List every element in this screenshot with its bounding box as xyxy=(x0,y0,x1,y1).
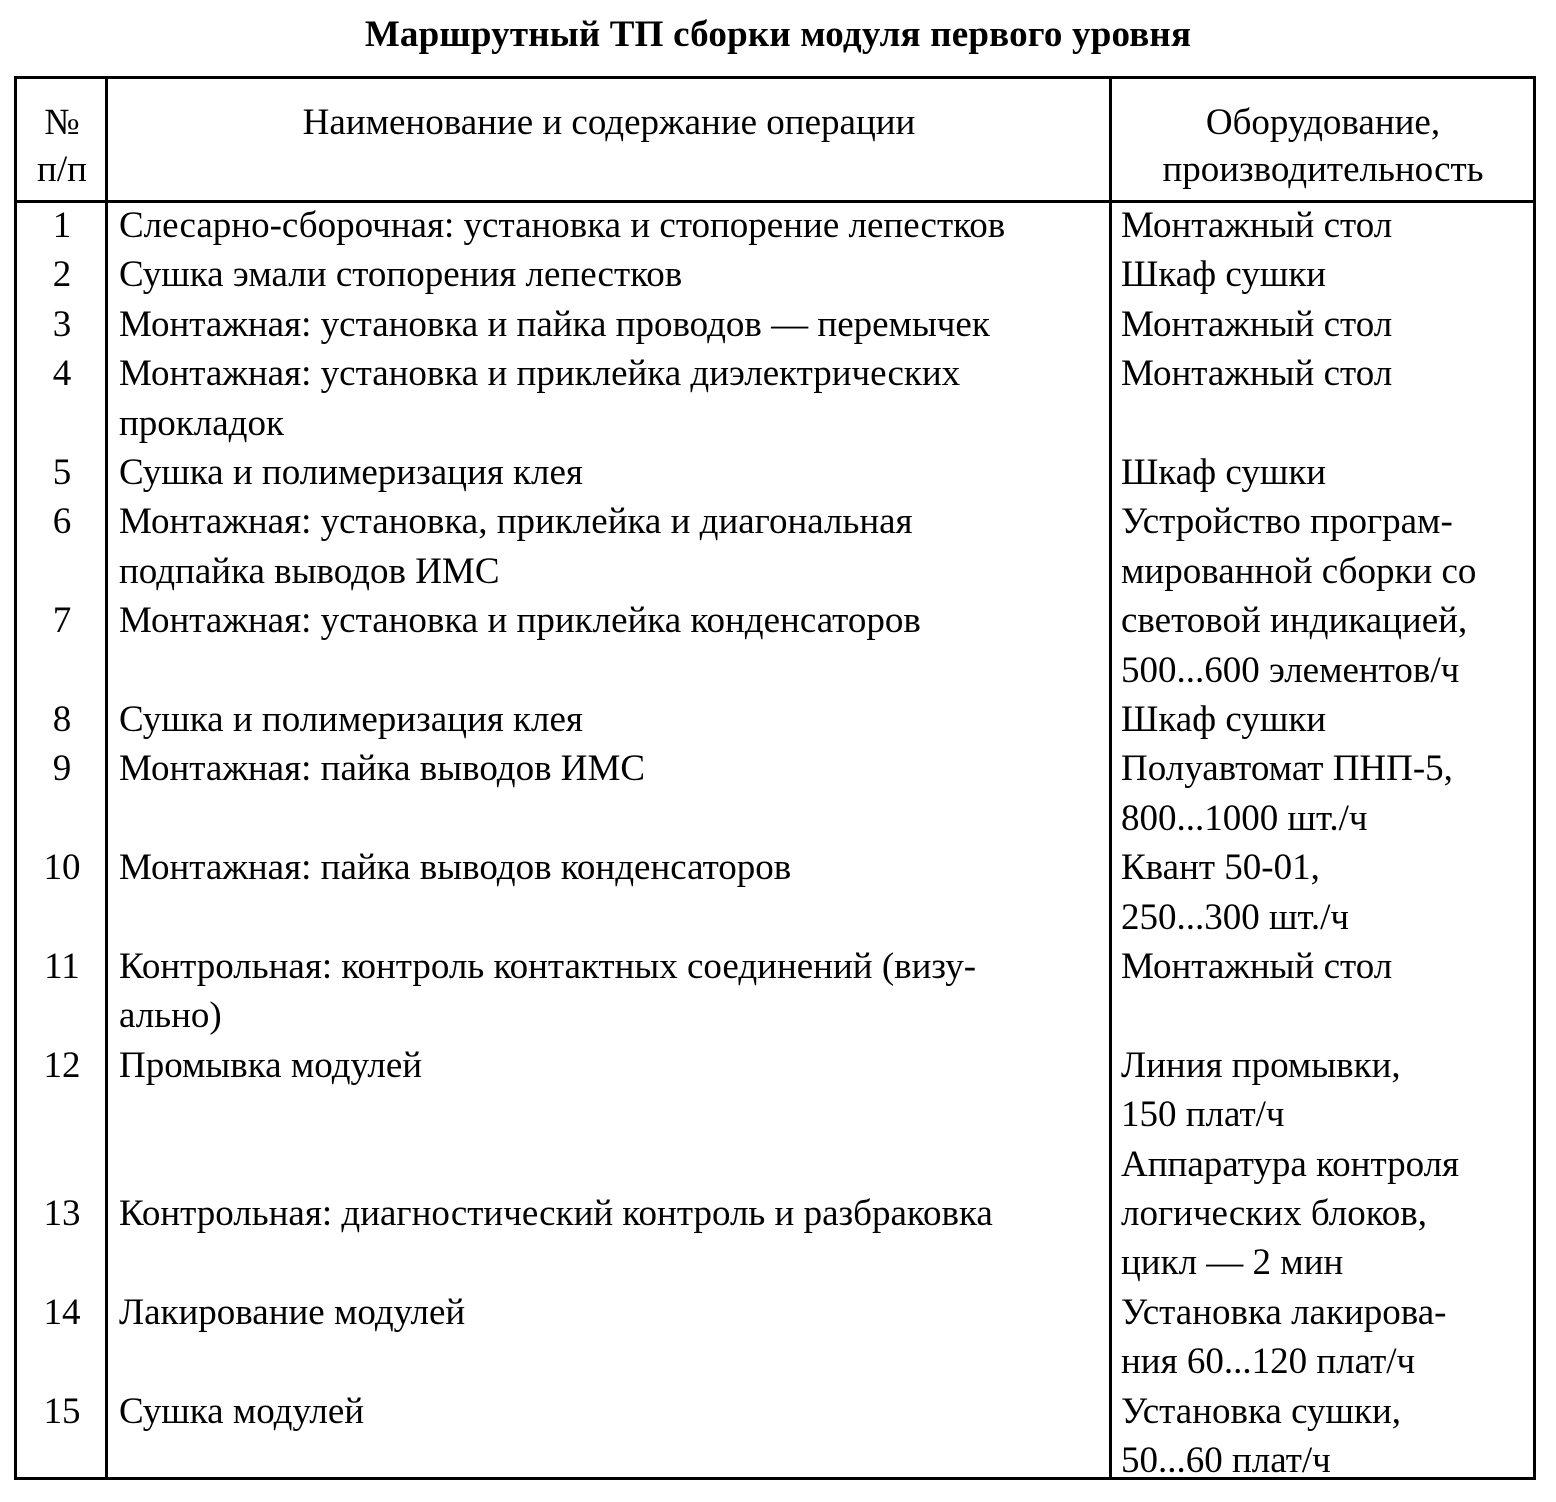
operation-text: Сушка и полимеризация клея xyxy=(119,452,583,493)
equipment-text: 50...60 плат/ч xyxy=(1121,1440,1331,1481)
equipment-text: ния 60...120 плат/ч xyxy=(1121,1341,1416,1383)
equipment-text: Установка лакирова- xyxy=(1121,1291,1447,1333)
row-number: 1 xyxy=(52,205,72,246)
row-number: 10 xyxy=(43,847,81,889)
equipment-text: 150 плат/ч xyxy=(1121,1094,1285,1136)
row-number: 8 xyxy=(52,699,72,740)
equipment-text: Шкаф сушки xyxy=(1121,452,1327,493)
equipment-text: Монтажный стол xyxy=(1121,303,1393,345)
operation-text: Лакирование модулей xyxy=(119,1291,466,1333)
row-number: 12 xyxy=(43,1044,81,1086)
operation-text: Монтажная: пайка выводов ИМС xyxy=(119,748,646,790)
equipment-text: Установка сушки, xyxy=(1121,1390,1402,1432)
equipment-text: Квант 50-01, xyxy=(1121,847,1320,889)
operation-text: ально) xyxy=(119,995,222,1037)
row-number: 3 xyxy=(52,303,72,345)
row-number: 15 xyxy=(43,1390,81,1432)
equipment-text: световой индикацией, xyxy=(1121,600,1468,642)
operation-text: Сушка модулей xyxy=(119,1390,365,1432)
equipment-text: Полуавтомат ПНП-5, xyxy=(1121,748,1453,790)
row-number: 9 xyxy=(52,748,72,790)
equipment-text: Аппаратура контроля xyxy=(1121,1143,1460,1185)
header-equipment: Оборудование, производительность xyxy=(1162,102,1484,190)
equipment-text: Шкаф сушки xyxy=(1121,699,1327,740)
operation-text: Монтажная: установка, приклейка и диагональная xyxy=(119,501,913,543)
equipment-text: 500...600 элементов/ч xyxy=(1121,649,1460,691)
operation-text: Контрольная: диагностический контроль и разбраковка xyxy=(119,1193,993,1234)
operation-text: Монтажная: установка и пайка проводов — перемычек xyxy=(119,303,990,345)
operation-text: Монтажная: установка и приклейка конденсаторов xyxy=(119,600,921,642)
equipment-text: мированной сборки со xyxy=(1121,550,1477,592)
operation-text: Монтажная: пайка выводов конденсаторов xyxy=(119,847,792,889)
route-table xyxy=(14,76,1536,1480)
header-operation: Наименование и содержание операции xyxy=(302,102,916,143)
row-number: 14 xyxy=(43,1291,81,1333)
column-divider xyxy=(1109,79,1112,1477)
equipment-text: Монтажный стол xyxy=(1121,946,1393,987)
header-num: № п/п xyxy=(37,102,87,190)
operation-text: Сушка и полимеризация клея xyxy=(119,699,583,740)
equipment-text: Монтажный стол xyxy=(1121,205,1393,246)
operation-text: Сушка эмали стопорения лепестков xyxy=(119,254,683,296)
equipment-text: Устройство програм- xyxy=(1121,501,1453,543)
equipment-text: 250...300 шт./ч xyxy=(1121,896,1350,938)
equipment-text: Монтажный стол xyxy=(1121,353,1393,395)
equipment-text: 800...1000 шт./ч xyxy=(1121,797,1368,839)
equipment-text: цикл — 2 мин xyxy=(1121,1242,1344,1284)
operation-text: Слесарно-сборочная: установка и стопорение лепестков xyxy=(119,205,1006,246)
equipment-text: логических блоков, xyxy=(1121,1193,1428,1234)
row-number: 7 xyxy=(52,600,72,642)
row-number: 4 xyxy=(52,353,72,395)
row-number: 13 xyxy=(43,1193,81,1234)
page-title: Маршрутный ТП сборки модуля первого уровня xyxy=(364,14,1192,55)
row-number: 2 xyxy=(52,254,72,296)
operation-text: Промывка модулей xyxy=(119,1044,423,1086)
operation-text: Контрольная: контроль контактных соединений (визу- xyxy=(119,946,977,987)
operation-text: подпайка выводов ИМС xyxy=(119,550,500,592)
row-number: 5 xyxy=(52,452,72,493)
row-number: 11 xyxy=(44,946,80,987)
equipment-text: Шкаф сушки xyxy=(1121,254,1327,296)
operation-text: Монтажная: установка и приклейка диэлектрических xyxy=(119,353,961,395)
equipment-text: Линия промывки, xyxy=(1121,1044,1401,1086)
operation-text: прокладок xyxy=(119,402,284,444)
row-number: 6 xyxy=(52,501,72,543)
